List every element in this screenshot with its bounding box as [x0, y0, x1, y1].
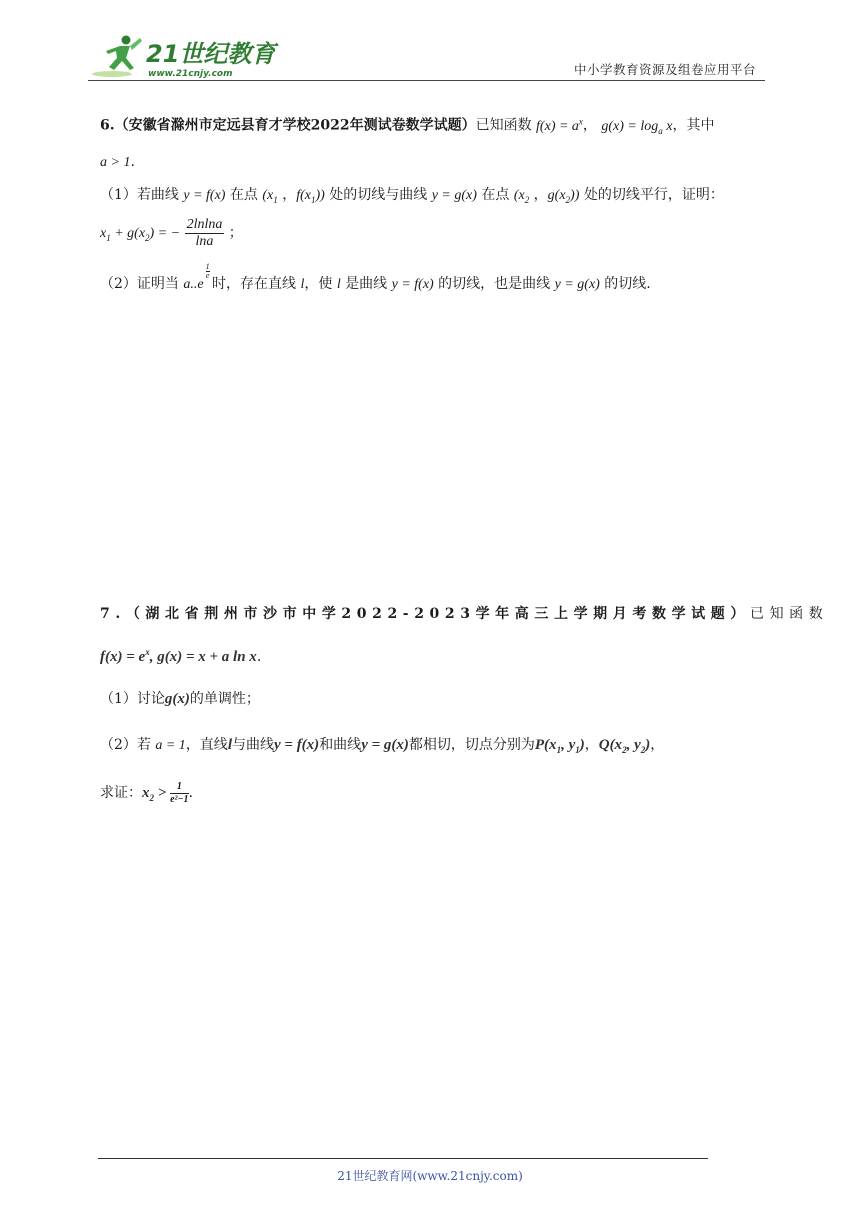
header-divider [88, 80, 765, 81]
q6-source: （安徽省滁州市定远县育才学校2022年测试卷数学试题） [114, 117, 476, 134]
q6-f-def: $f(x) = a^x$ [536, 116, 583, 134]
logo-url: www.21cnjy.com [148, 69, 233, 79]
q7-intro: 已知函数 [749, 606, 829, 622]
q7-proof: 求证：$x_2$ > $\frac{1}{\text{e²−1}}$ . [100, 780, 194, 805]
q6-g-def: $g(x) = \log_a x$ [601, 118, 673, 136]
site-name: 中小学教育资源及组卷应用平台 [574, 62, 757, 77]
logo-text: 21世纪教育 [146, 40, 276, 68]
q7-part-1: （1）讨论g(x)的单调性； [100, 691, 260, 707]
q6-condition: a > 1 [100, 155, 131, 170]
q6-line-1: 6.（安徽省滁州市定远县育才学校2022年测试卷数学试题）已知函数 $f(x) = a^x$， $g(x) = \log_a x$，其中 [100, 116, 715, 136]
footer-text: 21世纪教育网(www.21cnjy.com) [337, 1169, 523, 1183]
q6-tail: ，其中 [672, 117, 715, 134]
site-logo [90, 34, 276, 80]
q7-functions: $f(x) = e^x$, g(x) = x + a ln x. [100, 647, 262, 665]
q6-line-2: a > 1. [100, 154, 135, 170]
q6-intro: 已知函数 [475, 117, 532, 134]
q7-part-2: （2）若 a = 1，直线l与曲线y = f(x)和曲线y = g(x)都相切，切点分别为$P(x_1$, $y_1$)，$Q(x_2$, $y_2$)， [100, 737, 665, 755]
q7-line-1 [100, 604, 828, 624]
q6-part-1: （1）若曲线 y = f(x) 在点 ($x_1$ ，$f(x_1)$) 处的切线与曲线 y = g(x) 在点 ($x_2$ ，$g(x_2)$) 处的切线平行，证明： [100, 187, 724, 205]
q6-fraction: $\frac{2lnlna}{\ln a}$ [186, 216, 223, 249]
q7-fraction: $\frac{1}{\text{e²−1}}$ [170, 780, 189, 805]
q7-number: 7. [100, 606, 126, 622]
q6-equation: $x_1 + g(x_2)$ = − $\frac{2lnlna}{\ln a}$ ； [100, 216, 243, 249]
runner-icon [92, 36, 142, 78]
q6-part-2: （2）证明当 a..e 1 e 时，存在直线 l，使 l 是曲线 y = f(x) 的切线，也是曲线 y = g(x) 的切线. [100, 262, 651, 292]
q6-number: 6. [100, 117, 115, 134]
footer-divider [98, 1158, 708, 1159]
q7-source: （湖北省荆州市沙市中学2022-2023学年高三上学期月考数学试题） [125, 606, 750, 622]
